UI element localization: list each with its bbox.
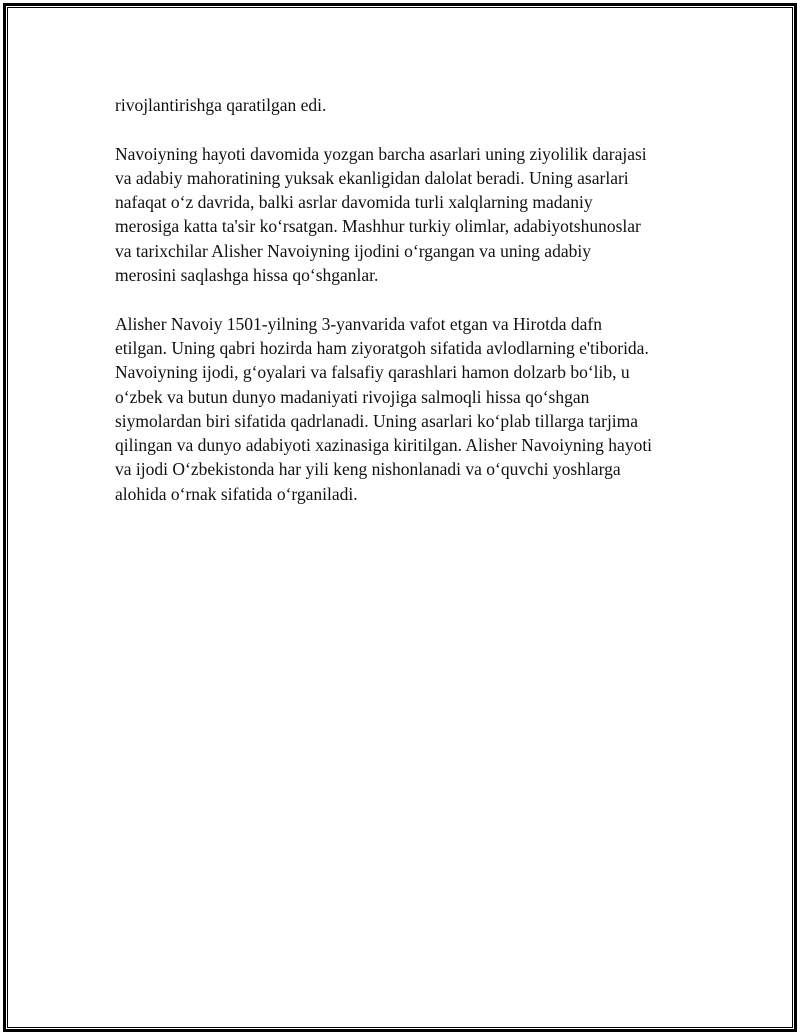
paragraph-death-and-honor: Alisher Navoiy 1501-yilning 3-yanvarida vafot etgan va Hirotda dafn etilgan. Uning qabri hozirda ham ziyoratgoh sifatida avlodlarning e'tiborida. Navoiyning ijodi, g‘oyalari va falsafiy qarashlari hamon dolzarb bo‘lib, u o‘zbek va butun dunyo madaniyati rivojiga salmoqli hissa qo‘shgan siymolardan biri sifatida qadrlanadi. Uning asarlari ko‘plab tillarga tarjima qilingan va dunyo adabiyoti xazinasiga kiritilgan. Alisher Navoiyning hayoti va ijodi O‘zbekistonda har yili keng nishonlanadi va o‘quvchi yoshlarga alohida o‘rnak sifatida o‘rganiladi. (115, 313, 653, 504)
paragraph-continuation: rivojlantirishga qaratilgan edi. (115, 95, 327, 115)
paragraph-legacy: Navoiyning hayoti davomida yozgan barcha asarlari uning ziyolilik darajasi va adabiy mahoratining yuksak ekanligidan dalolat beradi. Uning asarlari nafaqat o‘z davrida, balki asrlar davomida turli xalqlarning madaniy merosiga katta ta'sir ko‘rsatgan. Mashhur turkiy olimlar, adabiyotshunoslar va tarixchilar Alisher Navoiyning ijodini o‘rgangan va uning adabiy merosini saqlashga hissa qo‘shganlar. (115, 143, 647, 286)
document-body (115, 93, 695, 530)
